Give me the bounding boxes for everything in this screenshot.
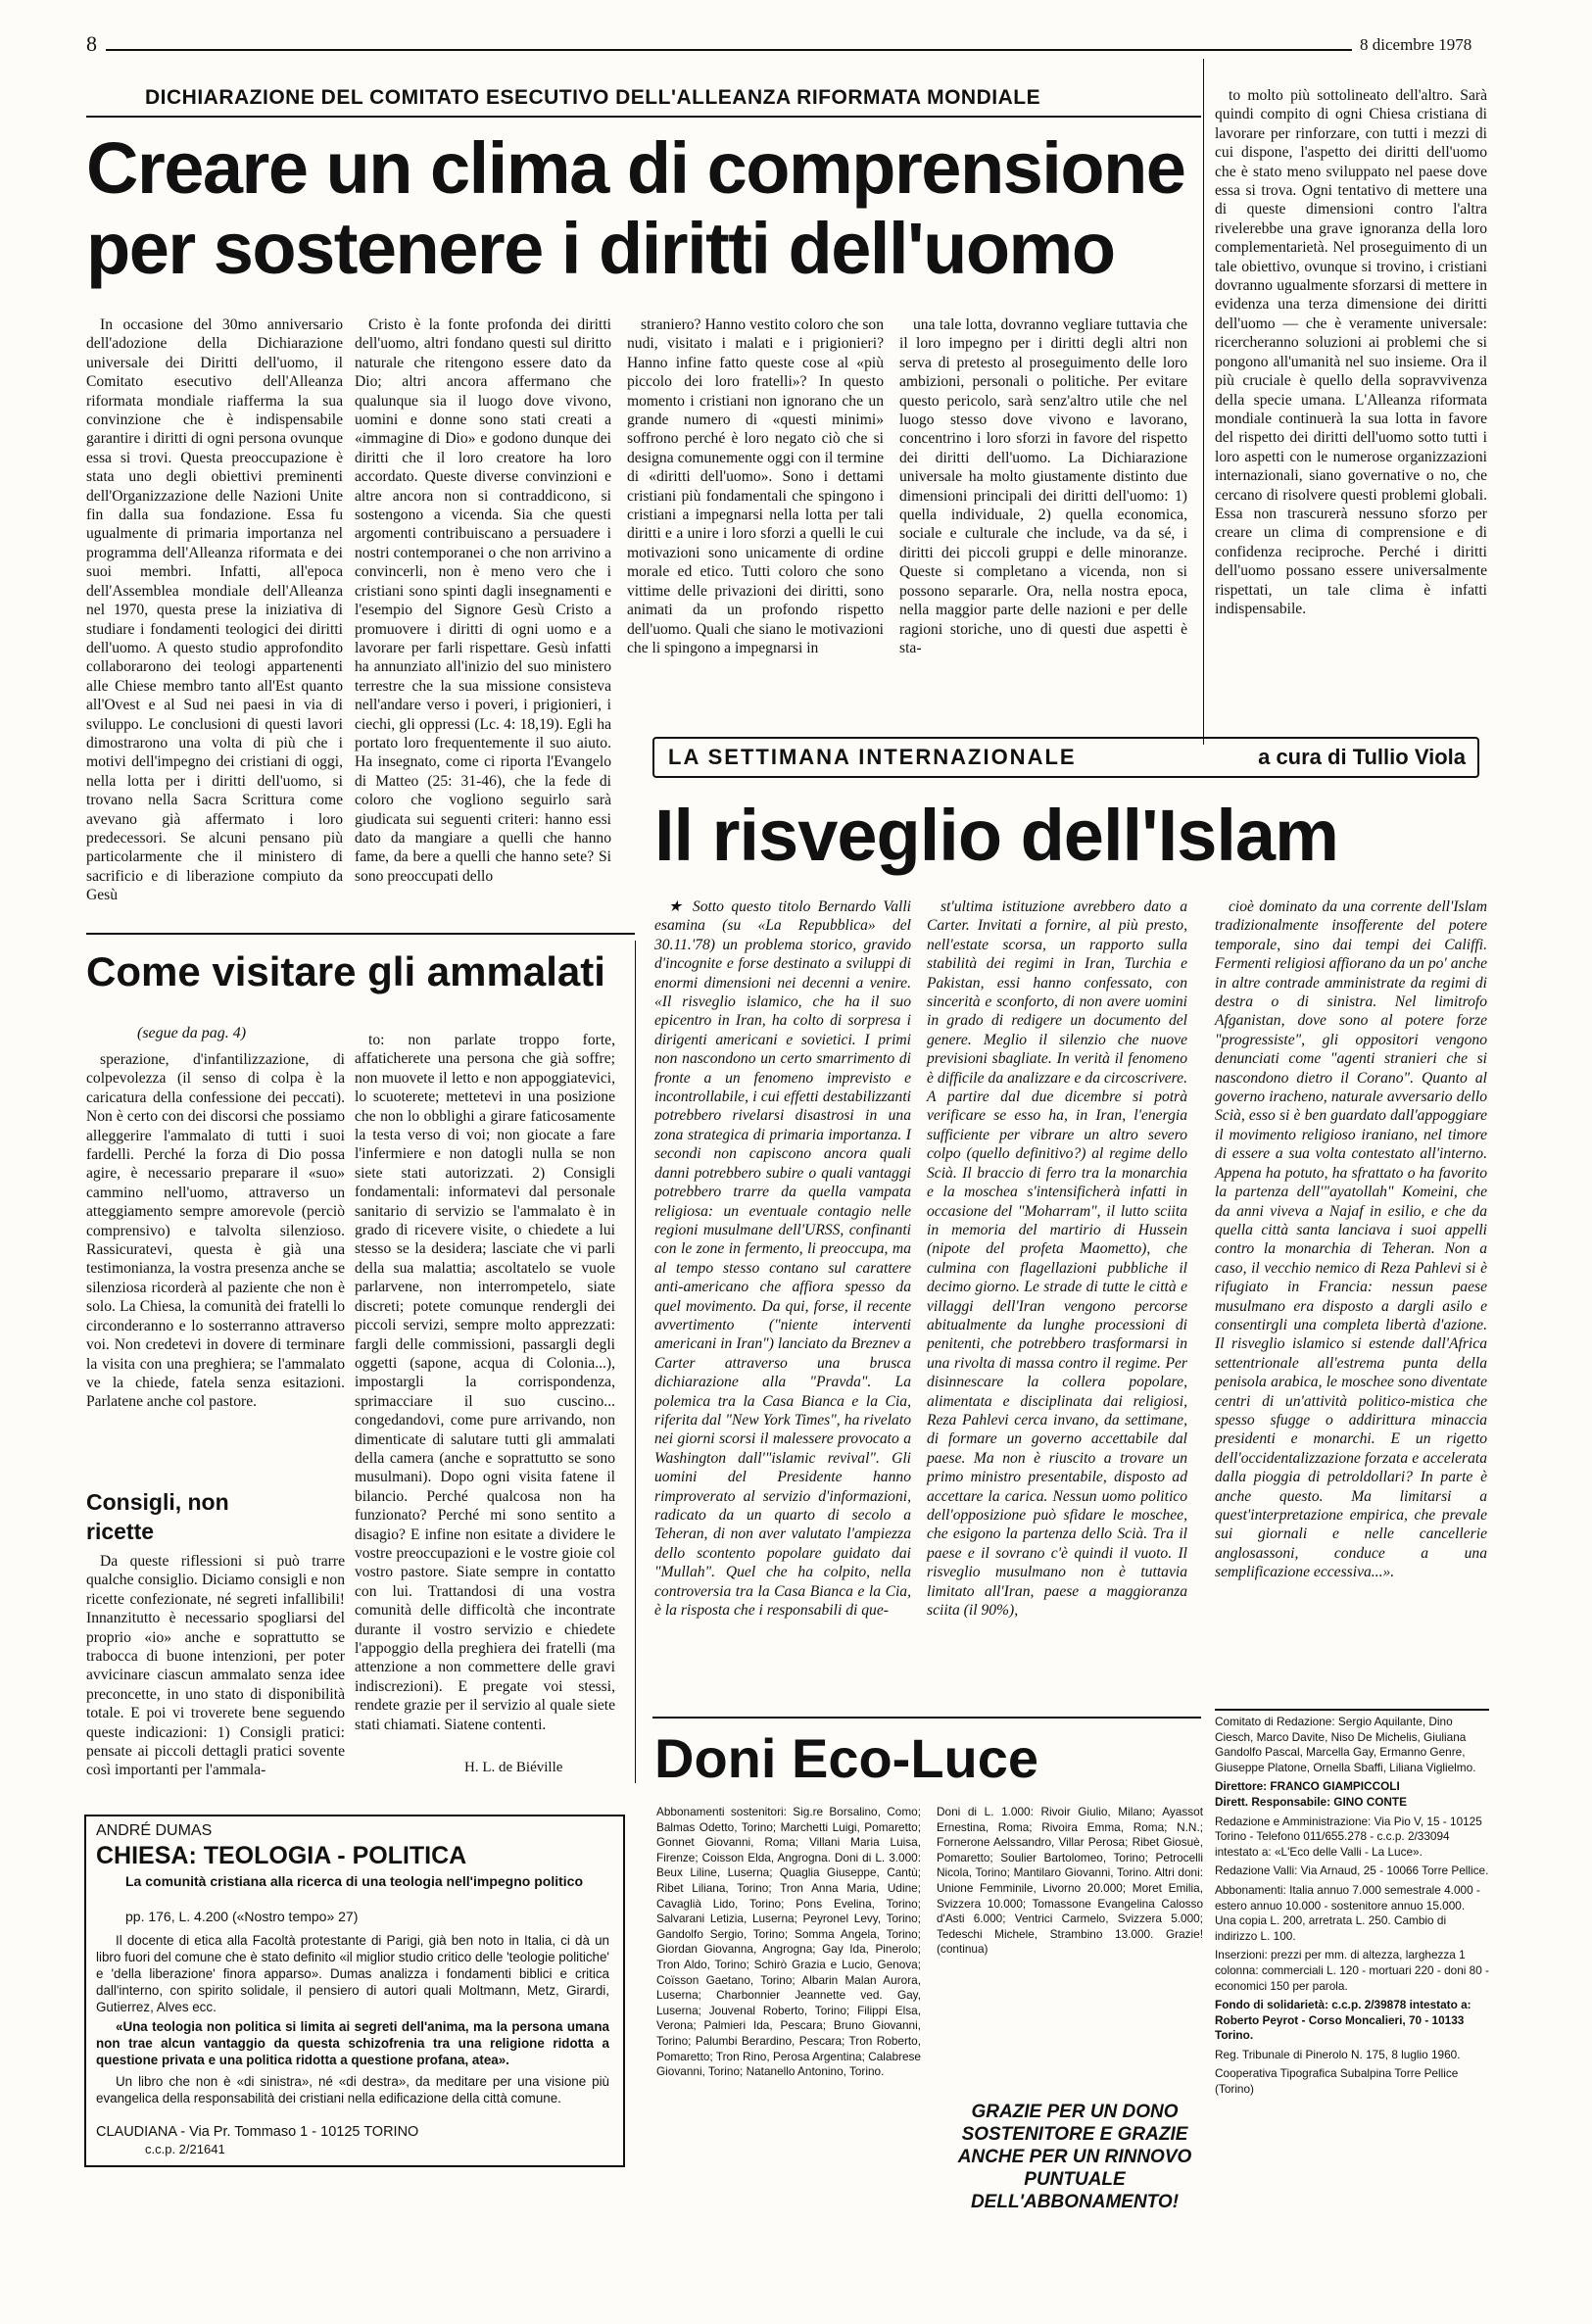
editorial-committee: Comitato di Redazione: Sergio Aquilante, Dino Ciesch, Marco Davite, Niso De Michelis, Giuliana Gandolfo Pascal, Marcella Gay, Ermanno Genre, Giuseppe Platone, Ornella Sbaffi, Liliana Viglielmo. [1215,1715,1476,1774]
article-column-1 [86,315,343,904]
advertising-rates: Inserzioni: prezzi per mm. di altezza, larghezza 1 colonna: commerciali L. 120 - mortuari 220 - doni 80 - economici 150 per parola. [1215,1948,1489,1993]
article-text: cioè dominato da una corrente dell'Islam tradizionalmente insofferente del potere temporale, sino dai tempi dei Califfi. Fermenti religiosi affiorano da un po' anche in altre contrade amministrate da regimi di destra o di sinistra. Nel limitrofo Afganistan, dove sono al potere forze "progressiste", gli oppositori vengono denunciati come "agenti stranieri che si nascondono dietro il Corano". Quanto al governo iracheno, naturale avversario dello Scià, esso si è ben guardato dall'appoggiare il movimento religioso iraniano, nel timore di essere a sua volta contestato all'interno. Appena ha potuto, ha sfrattato o ha favorito la partenza dell'"ayatollah" Komeini, che da anni viveva a Najaf in esilio, e che da quella città santa lanciava i suoi appelli contro la monarchia di Teheran. Non a caso, il vecchio nemico di Reza Pahlevi si è rifugiato in Francia: nessun paese musulmano era disposto a dargli asilo e consentirgli una completa libertà d'azione. Il risveglio islamico si estende dall'Africa settentrionale all'estrema punta della penisola arabica, le moschee sono diventate centri di un'attività politico-mistica che spesso sfugge o addirittura minaccia presidenti e monarchi. E un rigetto dell'occidentalizzazione forzata e accelerata dalla pioggia di petroldollari? In parte è anche questo. Ma limitarsi a quest'interpretazione empirica, che prevale sui giornali e nelle cancellerie anglosassoni, conduce a una semplificazione eccessiva...». [1215,898,1487,1581]
article-column-1b [86,1552,345,1781]
court-registration: Reg. Tribunale di Pinerolo N. 175, 8 luglio 1960. [1215,2047,1461,2061]
book-description-2: Un libro che non è «di sinistra», né «di destra», da meditare per una visione più evangelica della responsabilità dei cristiani nella edificazione della città comune. [96,2074,609,2106]
article-text: to molto più sottolineato dell'altro. Sarà quindi compito di ogni Chiesa cristiana di lavorare per rinforzare, con tutti i mezzi di cui dispone, l'aspetto dei diritti dell'uomo che è stato meno sviluppato nel paese dove essa si trova. Ogni tentativo di mettere una di queste dimensioni contro l'altra rivelerebbe una grave ignoranza della loro complementarietà. Nel proseguimento di un tale obiettivo, ovunque si trovino, i cristiani dovranno ugualmente sforzarsi di mettere in evidenza una terza dimensione dei diritti dell'uomo — che è veramente universale: ricercheranno soluzioni ai problemi che si pongono all'umanità nel suo insieme. Ora il più cruciale è quello della sopravvivenza della specie umana. L'Alleanza riformata mondiale continuerà la sua lotta in favore del rispetto dei diritti dell'uomo sotto tutti i loro aspetti con le numerose organizzazioni internazionali, siano governative o no, che cercano di risolvere questi problemi globali. Essa non trascurerà nessuno sforzo per creare un clima di comprensione e di confidenza reciproche. Perché i diritti dell'uomo possano essere universalmente rispettati, un tale clima è infatti indispensabile. [1215,87,1487,617]
section-headline: Doni Eco-Luce [654,1727,1039,1789]
article-column-5 [1215,86,1487,745]
subscriptions: Abbonamenti: Italia annuo 7.000 semestrale 4.000 - estero annuo 10.000 - sostenitore annuo 15.000. Una copia L. 200, arretrata L. 250. Cambio di indirizzo L. 100. [1215,1882,1480,1943]
page-number: 8 [86,31,97,56]
article-column-3 [1215,897,1487,1687]
section-divider [652,1717,1201,1719]
issue-date: 8 dicembre 1978 [1360,35,1472,54]
rubric-curator: a cura di Tullio Viola [1258,745,1466,769]
article-column-1 [654,897,911,1711]
article-kicker: DICHIARAZIONE DEL COMITATO ESECUTIVO DELL'ALLEANZA RIFORMATA MONDIALE [145,86,1041,109]
header-rule [106,49,1352,51]
donors-column-1: Abbonamenti sostenitori: Sig.re Borsalino, Como; Balmas Odetto, Torino; Marchetti Luigi, Pomaretto; Gonnet Giovanni, Roma; Villani Maria Luisa, Firenze; Coisson Elda, Angrogna. Doni di L. 3.000: Beux Liline, Luserna; Quaglia Giuseppe, Cantù; Ribet Liliana, Torino; Tron Anna Maria, Udine; Cavaglià Lido, Torino; Pons Evelina, Torino; Salvarani Letizia, Luserna; Peyronel Levy, Torino; Gandolfo Sergio, Torino; Somma Angela, Torino; Giordan Giovanna, Angrogna; Gay Ida, Pinerolo; Tron Aldo, Torino; Schirò Grazia e Lucio, Genova; Coïsson Gaetano, Torino; Albarin Malan Aurora, Luserna; Charbonnier Jeannette ved. Gay, Luserna; Jouvenal Roberto, Torino; Filippi Elsa, Verona; Palmieri Ida, Pescara; Bruno Giovanni, Torino; Palumbi Berardino, Pescara; Tron Roberto, Pomaretto; Tron Rino, Perosa Argentina; Calabrese Giovanni, Torino; Natanello Antonino, Torino. [656,1805,921,2079]
thanks-message: GRAZIE PER UN DONO SOSTENITORE E GRAZIE ANCHE PER UN RINNOVO PUNTUALE DELL'ABBONAMENTO! [957,2102,1192,2212]
valleys-office: Redazione Valli: Via Arnaud, 25 - 10066 Torre Pellice. [1215,1864,1489,1878]
article-text: to: non parlate troppo forte, affaticherete una persona che già soffre; non muovete il letto e non appoggiatevici, lo scuoterete; mettetevi in una posizione che non lo obblighi a girare faticosamente la testa verso di voi; non giocate a fare l'infermiere e non datogli nulla se non siete stati autorizzati. 2) Consigli fondamentali: informatevi dal personale sanitario di servizio se l'ammalato è in grado di ricevere visite, o chiedete a lui stesso se la desidera; lasciate che vi parli della sua malattia; ascoltatelo se vuole parlarvene, non interrompetelo, siate discreti; potete comunque rendergli dei piccoli servizi, sempre molto apprezzati: fargli delle commissioni, passargli degli oggetti (sapone, acqua di Colonia...), impostargli la corrispondenza, sprimacciare il suo cuscino... congedandovi, come pure arrivando, non dimenticate di salutare tutti gli ammalati della camera (anche e soprattutto se sono musulmani). Dopo ogni visita fatene il bilancio. Perché qualcosa non ha funzionato? Perché mi sono sentito a disagio? E infine non esitate a dividere le vostre preoccupazioni e le vostre gioie col vostro pastore. Siate sempre in contatto con lui. Trattandosi di una vostra comunità delle difficoltà che incontrate durante il vostro servizio e chiedete l'appoggio della preghiera dei fratelli (ma attenzione a non commettere delle gravi indiscrezioni). E pregate voi stessi, rendete grazie per il servizio al quale siete stati chiamati. Siatene contenti. [355,1032,615,1733]
article-text: una tale lotta, dovranno vegliare tuttavia che il loro impegno per i diritti degli altri non serva di pretesto al proseguimento delle loro ambizioni, personali o politiche. Per evitare questo pericolo, sarà senz'altro utile che nel luogo stesso dove vivono e lavorano, concentrino i loro sforzi in favore del rispetto dei diritti dell'uomo. La Dichiarazione universale ha molto giustamente distinto due dimensioni principali dei diritti dell'uomo: 1) quella individuale, 2) quella economica, sociale e culturale che include, va da sé, i diritti dei piccoli gruppi e delle minoranze. Queste si completano a vicenda, non si possono separarle. Ora, nella nostra epoca, nella maggior parte delle nazioni e per delle ragioni storiche, uno di questi due aspetti è sta- [899,316,1187,656]
responsible-director: Dirett. Responsabile: GINO CONTE [1215,1794,1407,1809]
article-text: st'ultima istituzione avrebbero dato a Carter. Invitati a fornire, al più presto, nell'estate scorsa, un rapporto sulla stabilità dei regimi in Iran, Turchia e Pakistan, essi hanno confessato, con sincerità e sconforto, di non avere uomini in grado di redigere un documento del genere. Meglio il silenzio che nuove previsioni sbagliate. In verità il fenomeno è difficile da analizzare e da circoscrivere. A partire dal due dicembre si potrà verificare se esso ha, in Iran, l'energia sufficiente per vibrare un altro severo colpo (quello definitivo?) al regime dello Scià. Il braccio di ferro tra la monarchia e la moschea s'intensificherà infatti in occasione del "Moharram", il lutto sciita in memoria del martirio di Hussein (nipote del profeta Maometto), che culmina con flagellazioni pubbliche il decimo giorno. Le strade di tutte le città e villaggi dell'Iran vengono percorse abitualmente da lunghe processioni di penitenti, che potrebbero trasformarsi in una rivolta di massa contro il regime. Per disinnescare la collera popolare, alimentata e disciplinata dai religiosi, Reza Pahlevi cerca invano, da settimane, di formare un governo accettabile dal paese. Ma non è riuscito a trovare un primo ministro presentabile, disposto ad accettare la carica. Nessun uomo politico dell'opposizione può sfidare le moschee, che esigono la partenza dello Scià. Tra il paese e il sovrano c'è quindi il vuoto. Il risveglio musulmano non è tuttavia limitato all'Iran, paese a maggioranza sciita (il 90%), [927,898,1187,1620]
printer: Cooperativa Tipografica Subalpina Torre Pellice (Torino) [1215,2066,1459,2097]
editorial-address: Redazione e Amministrazione: Via Pio V, 15 - 10125 Torino - Telefono 011/655.278 - c.c.p. 2/33094 intestato a: «L'Eco delle Valli - La Luce». [1215,1814,1482,1859]
article-column-4 [899,315,1187,741]
book-quote: «Una teologia non politica si limita ai segreti dell'anima, ma la persona umana non trae alcun vantaggio da questa schizofrenia tra una religione ridotta a questione privata e una politica ridotta a questione profana, atea». [96,2019,609,2067]
article-headline-line2: per sostenere i diritti dell'uomo [86,208,1115,289]
article-text: ★ Sotto questo titolo Bernardo Valli esamina (su «La Repubblica» del 30.11.'78) un problema storico, gravido d'incognite e forse destinato a sviluppi di enormi dimensioni nei decenni a venire. «Il risveglio islamico, che ha il suo epicentro in Iran, ha colto di sorpresa i dirigenti americani e sovietici. I primi non nascondono un certo smarrimento di fronte a un fenomeno imprevisto e incontrollabile, i cui effetti destabilizzanti potrebbero rivelarsi disastrosi in una zona strategica di primaria importanza. I secondi non capiscono ancora quali danni potrebbero subire o quali vantaggi potrebbero trarre da quella vampata religiosa: un eventuale contagio nelle regioni musulmane dell'URSS, confinanti con le zone in fermento, li preoccupa, ma al tempo stesso contano sul carattere anti-americano che affiora spesso da quel movimento. Da qui, forse, il recente avvertimento ("niente interventi americani in Iran") lanciato da Breznev a Carter attraverso una brusca dichiarazione alla "Pravda". La polemica tra la Casa Bianca e la Cia, riferita dal "New York Times", ha rivelato nei giorni scorsi il malessere provocato a Washington dall'"islamic revival". Gli uomini del Presidente hanno rimproverato al servizio d'informazioni, radicato da un quarto di secolo a Teheran, di non aver valutato l'ampiezza dello scontento popolare guidato dai "Mullah". Quel che ha colpito, nella controversia tra la Casa Bianca e la Cia, è la risposta che i responsabili di que- [654,898,911,1620]
article-column-2 [927,897,1187,1711]
article-column-1 [86,1050,345,1483]
article-signature: H. L. de Biéville [464,1760,563,1775]
article-headline: Come visitare gli ammalati [86,948,605,994]
kicker-rule [86,116,1201,118]
column-divider [1203,59,1204,745]
rubric-banner [652,737,1479,778]
donors-column-2: Doni di L. 1.000: Rivoir Giulio, Milano; Ayassot Ernestina, Roma; Rivoira Emma, Roma; N.N.; Fornerone Aelssandro, Villar Perosa; Ribet Giosuè, Pomaretto; Soulier Bartolomeo, Torino; Petrocelli Nicola, Torino; Mantilaro Giovanni, Torino. Altri doni: Unione Femminile, Livorno 20.000; Moret Emilia, Svizzera 10.000; Tomassone Evangelina Calosso d'Asti 6.000; Ventrici Carmelo, Svizzera 5.000; Tedeschi Michele, Strambino 13.000. Grazie! (continua) [937,1805,1203,1957]
article-column-2 [355,315,611,886]
article-column-3 [627,315,884,741]
publisher-ccp: c.c.p. 2/21641 [145,2142,225,2156]
article-text: Da queste riflessioni si può trarre qualche consiglio. Diciamo consigli e non ricette confezionate, né segreti infallibili! Innanzitutto è necessario spogliarsi del proprio «io» anche e soprattutto se trabocca di buone intenzioni, per poter avvicinare ciascun ammalato senza idee preconcette, in uno stato di disponibilità totale. E poi vi troverete bene seguendo queste indicazioni: 1) Consigli pratici: pensate ai piccoli dettagli pratici sovente così importanti per l'ammala- [86,1553,345,1779]
article-text: In occasione del 30mo anniversario dell'adozione della Dichiarazione universale dei Diritti dell'uomo, il Comitato esecutivo dell'Alleanza riformata mondiale riafferma la sua convinzione che è indispensabile garantire i diritti di ogni persona ovunque essa si trovi. Questa preoccupazione è stata uno degli obiettivi preminenti dell'Organizzazione delle Nazioni Unite fin dalla sua fondazione. Essa fu ugualmente di primaria importanza nel programma dell'Alleanza riformata e dei suoi membri. Infatti, all'epoca dell'Assemblea mondiale dell'Alleanza nel 1970, questa prese la iniziativa di studiare i fondamenti teologici dei diritti dell'uomo. A questo studio approfondito collaborarono dei teologi appartenenti alle Chiese membro tanto all'Est quanto all'Ovest e al Sud nei paesi in via di sviluppo. Le conclusioni di questi lavori dimostrarono una volta di più che i motivi dell'impegno dei cristiani di oggi, nella lotta per i diritti dell'uomo, si trovano nella Sacra Scrittura come avevano già affermato i loro predecessori. Se alcuni pensano più particolarmente che il ministero di sacrificio e di liberazione compiuto da Gesù [86,316,343,904]
article-column-2 [355,1031,615,1756]
article-text: Cristo è la fonte profonda dei diritti dell'uomo, altri fondano questi sul diritto naturale che ritengono essere dato da Dio; altri ancora affermano che qualunque sia il luogo dove vivono, uomini e donne sono stati creati a «immagine di Dio» e godono dunque dei diritti che il loro creatore ha loro accordato. Queste diverse convinzioni e altre ancora non si contraddicono, si sostengono a vicenda. Sia che questi argomenti contribuiscano a persuadere i nostri contemporanei o che non arrivino a convincerli, non è meno vero che i cristiani sono spinti dagli insegnamenti e l'esempio del Signore Gesù Cristo a promuovere i diritti di ogni uomo e a lavorare per farli rispettare. Gesù infatti ha annunziato all'inizio del suo ministero terrestre che la sua missione consisteva nell'andare verso i poveri, i prigionieri, i ciechi, gli oppressi (Lc. 4: 18,19). Egli ha portato loro frequentemente il suo aiuto. Ha insegnato, come ci riporta l'Evangelo di Matteo (25: 31-46), che la fede di coloro che vogliono seguirlo sarà giudicata sui seguenti criteri: hanno essi dato da mangiare a quelli che hanno fame, da bere a quelli che hanno sete? Si sono preoccupati dello [355,316,611,885]
book-subtitle: La comunità cristiana alla ricerca di una teologia nell'impegno politico [125,1873,583,1889]
publisher-address: CLAUDIANA - Via Pr. Tommaso 1 - 10125 TORINO [96,2124,419,2140]
colophon [1215,1709,1489,2098]
director: Direttore: FRANCO GIAMPICCOLI [1215,1779,1400,1794]
article-text: sperazione, d'infantilizzazione, di colpevolezza (il senso di colpa è la caricatura della confessione dei peccati). Non è certo con dei discorsi che possiamo alleggerire l'ammalato di tutti i suoi fardelli. Perché la forza di Dio possa agire, è necessario preparare il «suo» cammino nell'uomo, attraverso un atteggiamento sempre amorevole (perciò comprensivo) e talvolta silenzioso. Rassicuratevi, questa è già una testimonianza, la vostra presenza anche se silenziosa ricorderà al paziente che non è solo. La Chiesa, la comunità dei fratelli lo circonderanno e lo sosterranno attraverso voi. Non credetevi in dovere di terminare la visita con una preghiera; se l'ammalato ve la chiede, fatela senza esitazioni. Parlatene anche col pastore. [86,1051,345,1411]
book-details: pp. 176, L. 4.200 («Nostro tempo» 27) [125,1909,359,1924]
book-title: CHIESA: TEOLOGIA - POLITICA [96,1842,467,1869]
solidarity-fund: Fondo di solidarietà: c.c.p. 2/39878 intestato a: Roberto Peyrot - Corso Moncalieri, 70 - 10133 Torino. [1215,1998,1471,2043]
section-divider [86,933,635,935]
continued-note: (segue da pag. 4) [137,1025,247,1041]
subheading: Consigli, non ricette [86,1489,229,1544]
book-description: Il docente di etica alla Facoltà protestante di Parigi, già ben noto in Italia, ci dà un libro fuori del comune che è stato definito «il miglior studio critico delle 'teologie politiche' e 'della liberazione' finora apparso». Dumas analizza i fondamenti biblici e critica dall'interno, con spirito solidale, il pensiero di autori quali Moltmann, Metz, Girardi, Gutierrez, Alves ecc. [96,1933,609,2014]
article-headline-line1: Creare un clima di comprensione [86,127,1185,209]
article-text: straniero? Hanno vestito coloro che son nudi, visitato i malati e i prigionieri? Hanno infine fatto queste cose al «più piccolo dei loro fratelli»? In questo momento i cristiani non ignorano che un grande numero di «questi minimi» soffrono perché è loro negato ciò che si designa comunemente oggi con il termine di «diritti dell'uomo». Sono i dettami cristiani più fondamentali che spingono i cristiani a impegnarsi nella lotta per tali diritti e a unire i loro sforzi a quelli le cui motivazioni sono unicamente di ordine morale ed etico. Tutti coloro che sono vittime delle privazioni dei diritti, sono animati da un profondo rispetto dell'uomo. Quali che siano le motivazioni che li spingono a impegnarsi in [627,316,884,656]
book-advertisement [84,1815,625,2167]
article-headline: Il risveglio dell'Islam [654,795,1338,876]
column-divider [635,941,636,1783]
rubric-label: LA SETTIMANA INTERNAZIONALE [668,745,1077,769]
book-author: ANDRÉ DUMAS [96,1822,213,1839]
colophon-rule [1215,1709,1489,1711]
